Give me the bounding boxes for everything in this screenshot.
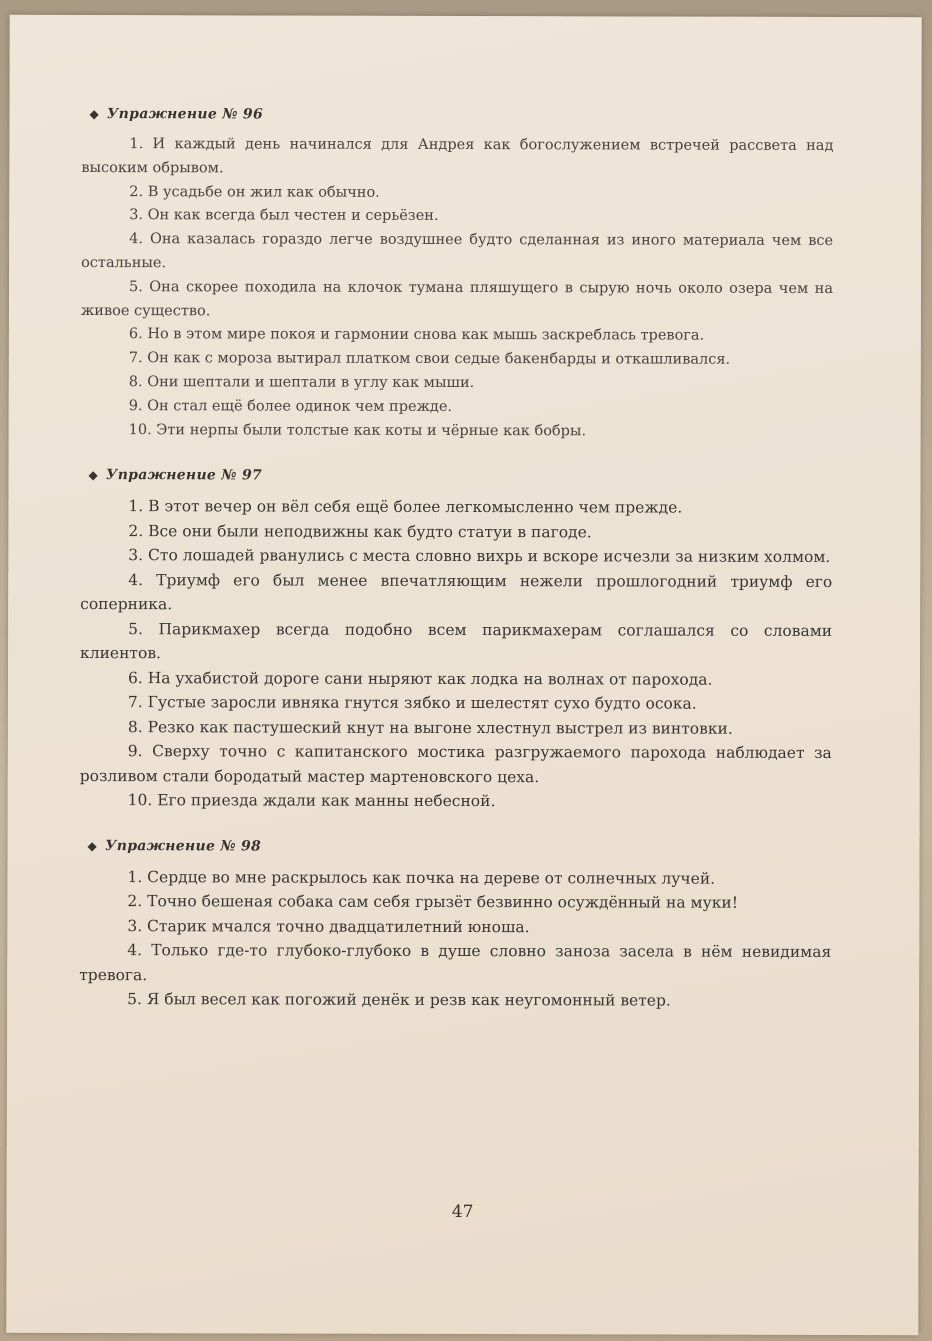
sentence: 8. Резко как пастушеский кнут на выгоне хлестнул выстрел из винтовки.	[127, 717, 733, 738]
exercise-title: ◆ Упражнение № 98	[87, 837, 262, 855]
diamond-bullet-icon: ◆	[89, 107, 100, 122]
sentence: 7. Густые заросли ивняка гнутся зябко и шелестят сухо будто осока.	[127, 693, 697, 713]
sentence: 4. Она казалась гораздо легче воздушнее будто сделанная из иного материала чем все остальные.	[81, 231, 834, 272]
exercise-title: ◆ Упражнение № 97	[88, 467, 263, 484]
sentence: 4. Только где-то глубоко-глубоко в душе словно заноза засела в нём невидимая тревога.	[79, 941, 832, 985]
sentence: 1. В этот вечер он вёл себя ещё более легкомысленно чем прежде.	[128, 497, 683, 517]
sentence: 7. Он как с мороза вытирал платком свои седые бакенбарды и откашливался.	[128, 350, 731, 368]
exercise-98	[79, 835, 831, 1014]
exercise-96	[81, 103, 834, 444]
sentence: 5. Она скорее походила на клочок тумана пляшущего в сырую ночь около озера чем на живое существо.	[80, 278, 834, 319]
book-page	[6, 15, 921, 1335]
sentence: 2. В усадьбе он жил как обычно.	[129, 183, 380, 201]
page-content	[79, 103, 833, 1036]
sentence: 9. Сверху точно с капитанского мостика разгружаемого парохода наблюдает за розливом стали бородатый мастер мартеновского цеха.	[79, 742, 832, 787]
sentence: 3. Старик мчался точно двадцатилетний юноша.	[127, 916, 530, 937]
sentence: 2. Точно бешеная собака сам себя грызёт безвинно осуждённый на муки!	[127, 892, 738, 913]
sentence: 5. Парикмахер всегда подобно всем парикмахерам соглашался со словами клиентов.	[80, 619, 833, 663]
sentence: 2. Все они были неподвижны как будто статуи в пагоде.	[128, 521, 592, 542]
sentence: 6. На ухабистой дороге сани ныряют как лодка на волнах от парохода.	[127, 668, 713, 689]
sentence: 6. Но в этом мире покоя и гармонии снова как мышь заскреблась тревога.	[128, 326, 705, 345]
exercise-97	[80, 464, 833, 814]
sentence: 10. Его приезда ждали как манны небесной.	[127, 791, 496, 811]
sentence: 10. Эти нерпы были толстые как коты и чёрные как бобры.	[128, 421, 587, 439]
sentence: 3. Он как всегда был честен и серьёзен.	[129, 207, 439, 225]
page-number: 47	[451, 1201, 474, 1223]
sentence: 9. Он стал ещё более одинок чем прежде.	[128, 397, 453, 415]
sentence: 3. Сто лошадей рванулись с места словно вихрь и вскоре исчезли за низким холмом.	[128, 546, 831, 567]
diamond-bullet-icon: ◆	[87, 838, 98, 853]
sentence: 1. И каждый день начинался для Андрея как богослужением встречей рассвета над высоким обрывом.	[81, 136, 834, 177]
sentence: 5. Я был весел как погожий денёк и резв как неугомонный ветер.	[127, 990, 671, 1010]
exercise-title: ◆ Упражнение № 96	[89, 106, 264, 123]
sentence: 1. Сердце во мне раскрылось как почка на дереве от солнечных лучей.	[127, 867, 716, 888]
sentence: 8. Они шептали и шептали в углу как мыши.	[128, 374, 475, 391]
sentence: 4. Триумф его был менее впечатляющим нежели прошлогодний триумф его соперника.	[80, 570, 833, 614]
diamond-bullet-icon: ◆	[88, 468, 99, 483]
